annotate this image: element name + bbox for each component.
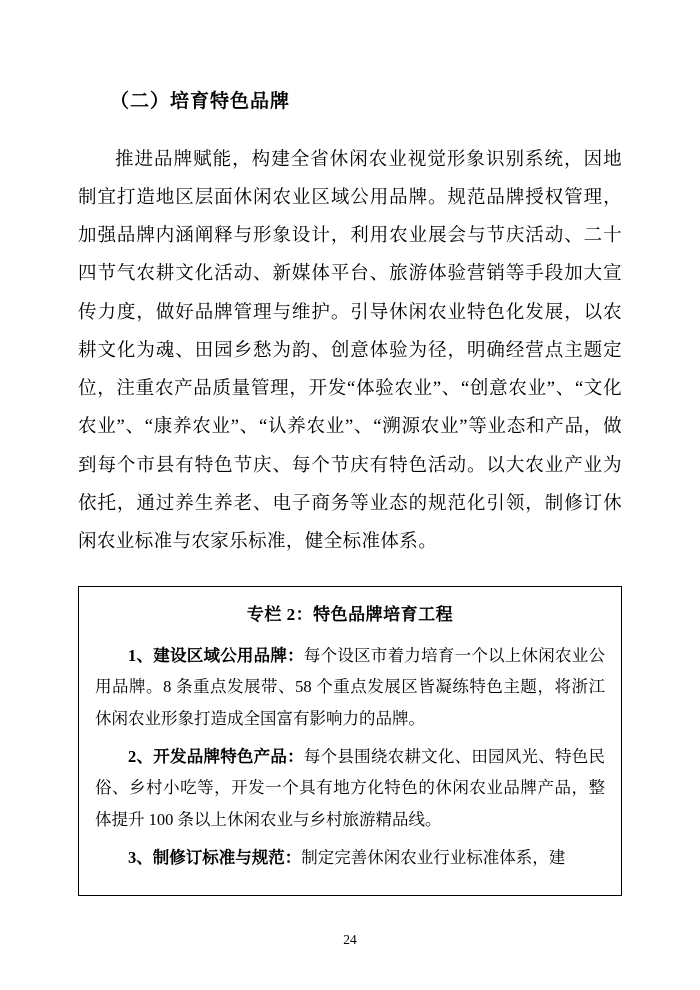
callout-item	[95, 842, 605, 874]
callout-item-label: 2、开发品牌特色产品：	[128, 746, 304, 766]
callout-item	[95, 741, 605, 836]
section-heading: （二）培育特色品牌	[110, 91, 291, 112]
callout-item-text: 每个设区市着力培育一个以上休闲农业公用品牌。8 条重点发展带、58 个重点发展区皆凝练特色主题，将浙江休闲农业形象打造成全国富有影响力的品牌。	[95, 645, 606, 729]
callout-item-text: 制定完善休闲农业行业标准体系，建	[301, 847, 566, 867]
callout-title: 专栏 2：特色品牌培育工程	[246, 604, 454, 624]
callout-item-label: 1、建设区域公用品牌：	[128, 645, 304, 665]
callout-item-label: 3、制修订标准与规范：	[128, 847, 302, 867]
callout-box	[78, 586, 622, 897]
callout-item-text: 每个县围绕农耕文化、田园风光、特色民俗、乡村小吃等，开发一个具有地方化特色的休闲农业品牌产品，整体提升 100 条以上休闲农业与乡村旅游精品线。	[95, 746, 606, 830]
body-paragraph: 推进品牌赋能，构建全省休闲农业视觉形象识别系统，因地制宜打造地区层面休闲农业区域公用品牌。规范品牌授权管理，加强品牌内涵阐释与形象设计，利用农业展会与节庆活动、二十四节气农耕文化活动、新媒体平台、旅游体验营销等手段加大宣传力度，做好品牌管理与维护。引导休闲农业特色化发展，以农耕文化为魂、田园乡愁为韵、创意体验为径，明确经营点主题定位，注重农产品质量管理，开发“体验农业”、“创意农业”、“文化农业”、“康养农业”、“认养农业”、“溯源农业”等业态和产品，做到每个市县有特色节庆、每个节庆有特色活动。以大农业产业为依托，通过养生养老、电子商务等业态的规范化引领，制修订休闲农业标准与农家乐标准，健全标准体系。	[78, 149, 622, 553]
page-number: 24	[343, 932, 357, 947]
callout-item	[95, 640, 605, 735]
